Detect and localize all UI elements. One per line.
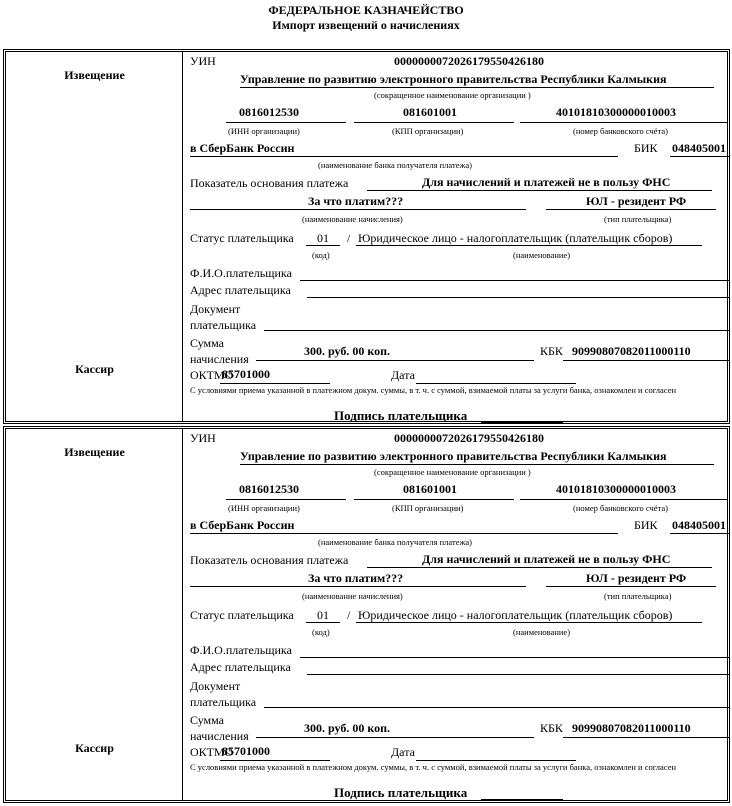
signature-label: Подпись плательщика <box>334 408 468 423</box>
oktmo-label: ОКТМО <box>190 745 234 759</box>
receipt-fields <box>184 52 727 421</box>
kpp-value: 081601001 <box>403 482 457 496</box>
bik-value: 048405001 <box>672 518 726 532</box>
kbk-value: 90990807082011000110 <box>572 344 691 358</box>
bik-line <box>670 533 730 534</box>
date-label: Дата <box>391 745 415 759</box>
address-label: Адрес плательщика <box>190 283 291 297</box>
bik-value: 048405001 <box>672 141 726 155</box>
status-name: Юридическое лицо - налогоплательщик (плательщик сборов) <box>358 608 673 622</box>
name-caption: (наименование) <box>513 627 571 637</box>
status-separator: / <box>347 231 351 245</box>
account-value: 40101810300000010003 <box>556 482 676 496</box>
fio-line <box>300 657 729 658</box>
inn-value: 0816012530 <box>239 105 299 119</box>
notice-label: Извещение <box>64 68 125 82</box>
charge-caption: (наименование начисления) <box>302 591 403 601</box>
bik-line <box>670 156 730 157</box>
fio-label: Ф.И.О.плательщика <box>190 266 292 280</box>
receipt-left-column <box>6 429 183 800</box>
signature-line <box>481 422 563 423</box>
inn-line <box>226 122 346 123</box>
address-line <box>307 674 729 675</box>
kbk-line <box>563 360 729 361</box>
terms-text: С условиями приема указанной в платежном докум. суммы, в т. ч. с суммой, взимаемой платы за услуги банка, ознакомлен и согласен <box>190 762 677 772</box>
org-name: Управление по развитию электронного правительства Республики Калмыкия <box>240 72 667 86</box>
sum-label: Сумма <box>190 713 224 727</box>
kbk-line <box>563 737 729 738</box>
status-name: Юридическое лицо - налогоплательщик (плательщик сборов) <box>358 231 673 245</box>
sum-line <box>256 360 534 361</box>
charge-name: За что платим??? <box>308 571 404 585</box>
inn-caption: (ИНН организации) <box>228 126 300 136</box>
sum-label: Сумма <box>190 336 224 350</box>
fio-label: Ф.И.О.плательщика <box>190 643 292 657</box>
charge-caption: (наименование начисления) <box>302 214 403 224</box>
cashier-label: Кассир <box>75 362 114 376</box>
sum-line <box>256 737 534 738</box>
kpp-caption: (КПП организации) <box>392 503 464 513</box>
agency-name: ФЕДЕРАЛЬНОЕ КАЗНАЧЕЙСТВО <box>268 3 464 17</box>
kbk-label: КБК <box>540 344 563 358</box>
uin-label: УИН <box>190 431 216 445</box>
bank-name: в СберБанк Россин <box>190 141 295 155</box>
uin-value: 0000000072026179550426180 <box>394 431 544 445</box>
charge-line <box>190 586 526 587</box>
code-caption: (код) <box>312 250 330 260</box>
bank-caption: (наименование банка получателя платежа) <box>318 160 472 170</box>
receipt-inner-frame <box>5 51 728 422</box>
code-caption: (код) <box>312 627 330 637</box>
status-label: Статус плательщика <box>190 231 294 245</box>
address-label: Адрес плательщика <box>190 660 291 674</box>
account-line <box>520 122 728 123</box>
receipt-notice-block <box>3 426 730 803</box>
oktmo-label: ОКТМО <box>190 368 234 382</box>
bank-line <box>190 533 618 534</box>
charge-name: За что платим??? <box>308 194 404 208</box>
inn-caption: (ИНН организации) <box>228 503 300 513</box>
uin-value: 0000000072026179550426180 <box>394 54 544 68</box>
org-name-caption: (сокращенное наименование организации ) <box>374 467 531 477</box>
payer-type-line <box>546 586 716 587</box>
kpp-line <box>354 499 514 500</box>
account-line <box>520 499 728 500</box>
uin-label: УИН <box>190 54 216 68</box>
name-caption: (наименование) <box>513 250 571 260</box>
inn-line <box>226 499 346 500</box>
org-name: Управление по развитию электронного правительства Республики Калмыкия <box>240 449 667 463</box>
document-label-2: плательщика <box>190 695 257 709</box>
payer-type: ЮЛ - резидент РФ <box>586 571 687 585</box>
sum-value: 300. руб. 00 коп. <box>304 721 391 735</box>
bik-label: БИК <box>634 518 658 532</box>
payer-type: ЮЛ - резидент РФ <box>586 194 687 208</box>
document-label: Документ <box>190 679 241 693</box>
basis-label: Показатель основания платежа <box>190 176 349 190</box>
basis-line <box>367 567 712 568</box>
payer-type-caption: (тип плательщика) <box>604 214 672 224</box>
receipt-inner-frame <box>5 428 728 801</box>
kbk-label: КБК <box>540 721 563 735</box>
document-label: Документ <box>190 302 241 316</box>
receipt-fields <box>184 429 727 800</box>
signature-label: Подпись плательщика <box>334 785 468 800</box>
fio-line <box>300 280 729 281</box>
status-code: 01 <box>317 231 329 245</box>
document-line <box>264 330 729 331</box>
kpp-line <box>354 122 514 123</box>
cashier-label: Кассир <box>75 741 114 755</box>
receipt-left-column <box>6 52 183 421</box>
oktmo-value: 85701000 <box>222 367 270 381</box>
address-line <box>307 297 729 298</box>
bik-label: БИК <box>634 141 658 155</box>
org-name-caption: (сокращенное наименование организации ) <box>374 90 531 100</box>
sum-value: 300. руб. 00 коп. <box>304 344 391 358</box>
account-caption: (номер банковского счёта) <box>573 503 668 513</box>
payer-type-caption: (тип плательщика) <box>604 591 672 601</box>
document-title: Импорт извещений о начислениях <box>272 18 460 32</box>
basis-value: Для начислений и платежей не в пользу ФНС <box>422 552 671 566</box>
account-caption: (номер банковского счёта) <box>573 126 668 136</box>
kpp-value: 081601001 <box>403 105 457 119</box>
status-separator: / <box>347 608 351 622</box>
bank-caption: (наименование банка получателя платежа) <box>318 537 472 547</box>
kbk-value: 90990807082011000110 <box>572 721 691 735</box>
status-code: 01 <box>317 608 329 622</box>
bank-line <box>190 156 618 157</box>
date-label: Дата <box>391 368 415 382</box>
inn-value: 0816012530 <box>239 482 299 496</box>
signature-line <box>481 799 563 800</box>
terms-text: С условиями приема указанной в платежном докум. суммы, в т. ч. с суммой, взимаемой платы за услуги банка, ознакомлен и согласен <box>190 385 677 395</box>
notice-label: Извещение <box>64 445 125 459</box>
account-value: 40101810300000010003 <box>556 105 676 119</box>
oktmo-value: 85701000 <box>222 744 270 758</box>
basis-value: Для начислений и платежей не в пользу ФНС <box>422 175 671 189</box>
org-name-line <box>240 87 714 88</box>
sum-label-2: начисления <box>190 729 249 743</box>
sum-label-2: начисления <box>190 352 249 366</box>
bank-name: в СберБанк Россин <box>190 518 295 532</box>
status-label: Статус плательщика <box>190 608 294 622</box>
basis-label: Показатель основания платежа <box>190 553 349 567</box>
document-label-2: плательщика <box>190 318 257 332</box>
payer-type-line <box>546 209 716 210</box>
basis-line <box>367 190 712 191</box>
kpp-caption: (КПП организации) <box>392 126 464 136</box>
charge-line <box>190 209 526 210</box>
org-name-line <box>240 464 714 465</box>
document-line <box>264 707 729 708</box>
receipt-notice-block <box>3 49 730 424</box>
